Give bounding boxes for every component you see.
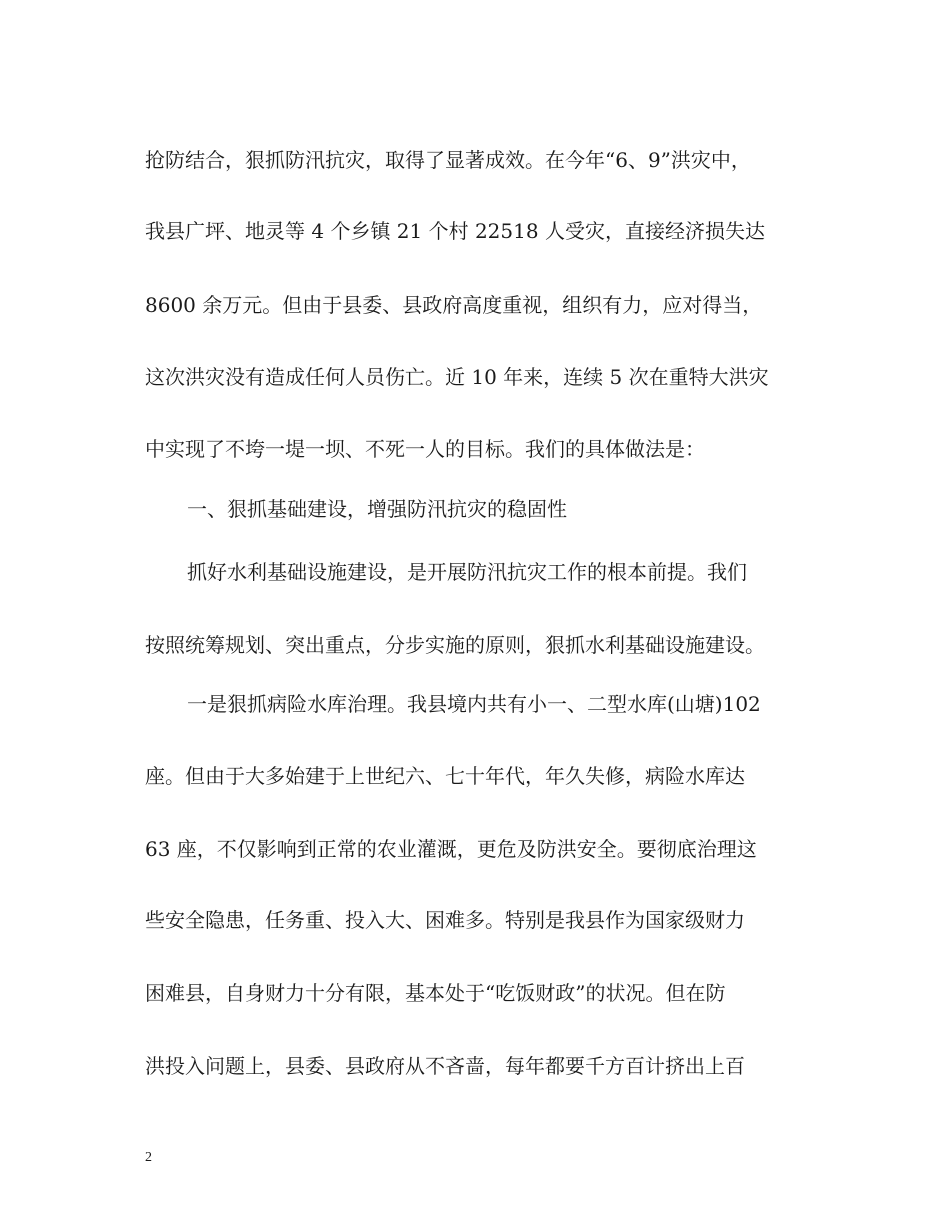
text-line-5: 中实现了不垮一堤一坝、不死一人的目标。我们的具体做法是： [145, 437, 705, 461]
text-line-8: 按照统筹规划、突出重点，分步实施的原则，狠抓水利基础设施建设。 [145, 633, 765, 657]
page-number: 2 [145, 1150, 152, 1165]
text-line-4: 这次洪灾没有造成任何人员伤亡。近 10 年来，连续 5 次在重特大洪灾 [145, 365, 769, 389]
text-line-1: 抢防结合，狠抓防汛抗灾，取得了显著成效。在今年“6、9”洪灾中， [145, 148, 751, 172]
text-line-7: 抓好水利基础设施建设，是开展防汛抗灾工作的根本前提。我们 [187, 560, 747, 584]
text-line-11: 63 座，不仅影响到正常的农业灌溉，更危及防洪安全。要彻底治理这 [145, 837, 757, 861]
text-line-3: 8600 余万元。但由于县委、县政府高度重视，组织有力，应对得当， [145, 293, 763, 317]
text-line-10: 座。但由于大多始建于上世纪六、七十年代，年久失修，病险水库达 [145, 764, 745, 788]
text-line-13: 困难县，自身财力十分有限，基本处于“吃饭财政”的状况。但在防 [145, 981, 726, 1005]
text-line-12: 些安全隐患，任务重、投入大、困难多。特别是我县作为国家级财力 [145, 908, 745, 932]
text-line-9: 一是狠抓病险水库治理。我县境内共有小一、二型水库(山塘)102 [187, 692, 761, 716]
text-line-14: 洪投入问题上，县委、县政府从不吝啬，每年都要千方百计挤出上百 [145, 1054, 745, 1078]
text-line-2: 我县广坪、地灵等 4 个乡镇 21 个村 22518 人受灾，直接经济损失达 [145, 219, 765, 243]
section-heading: 一、狠抓基础建设，增强防汛抗灾的稳固性 [187, 497, 567, 521]
